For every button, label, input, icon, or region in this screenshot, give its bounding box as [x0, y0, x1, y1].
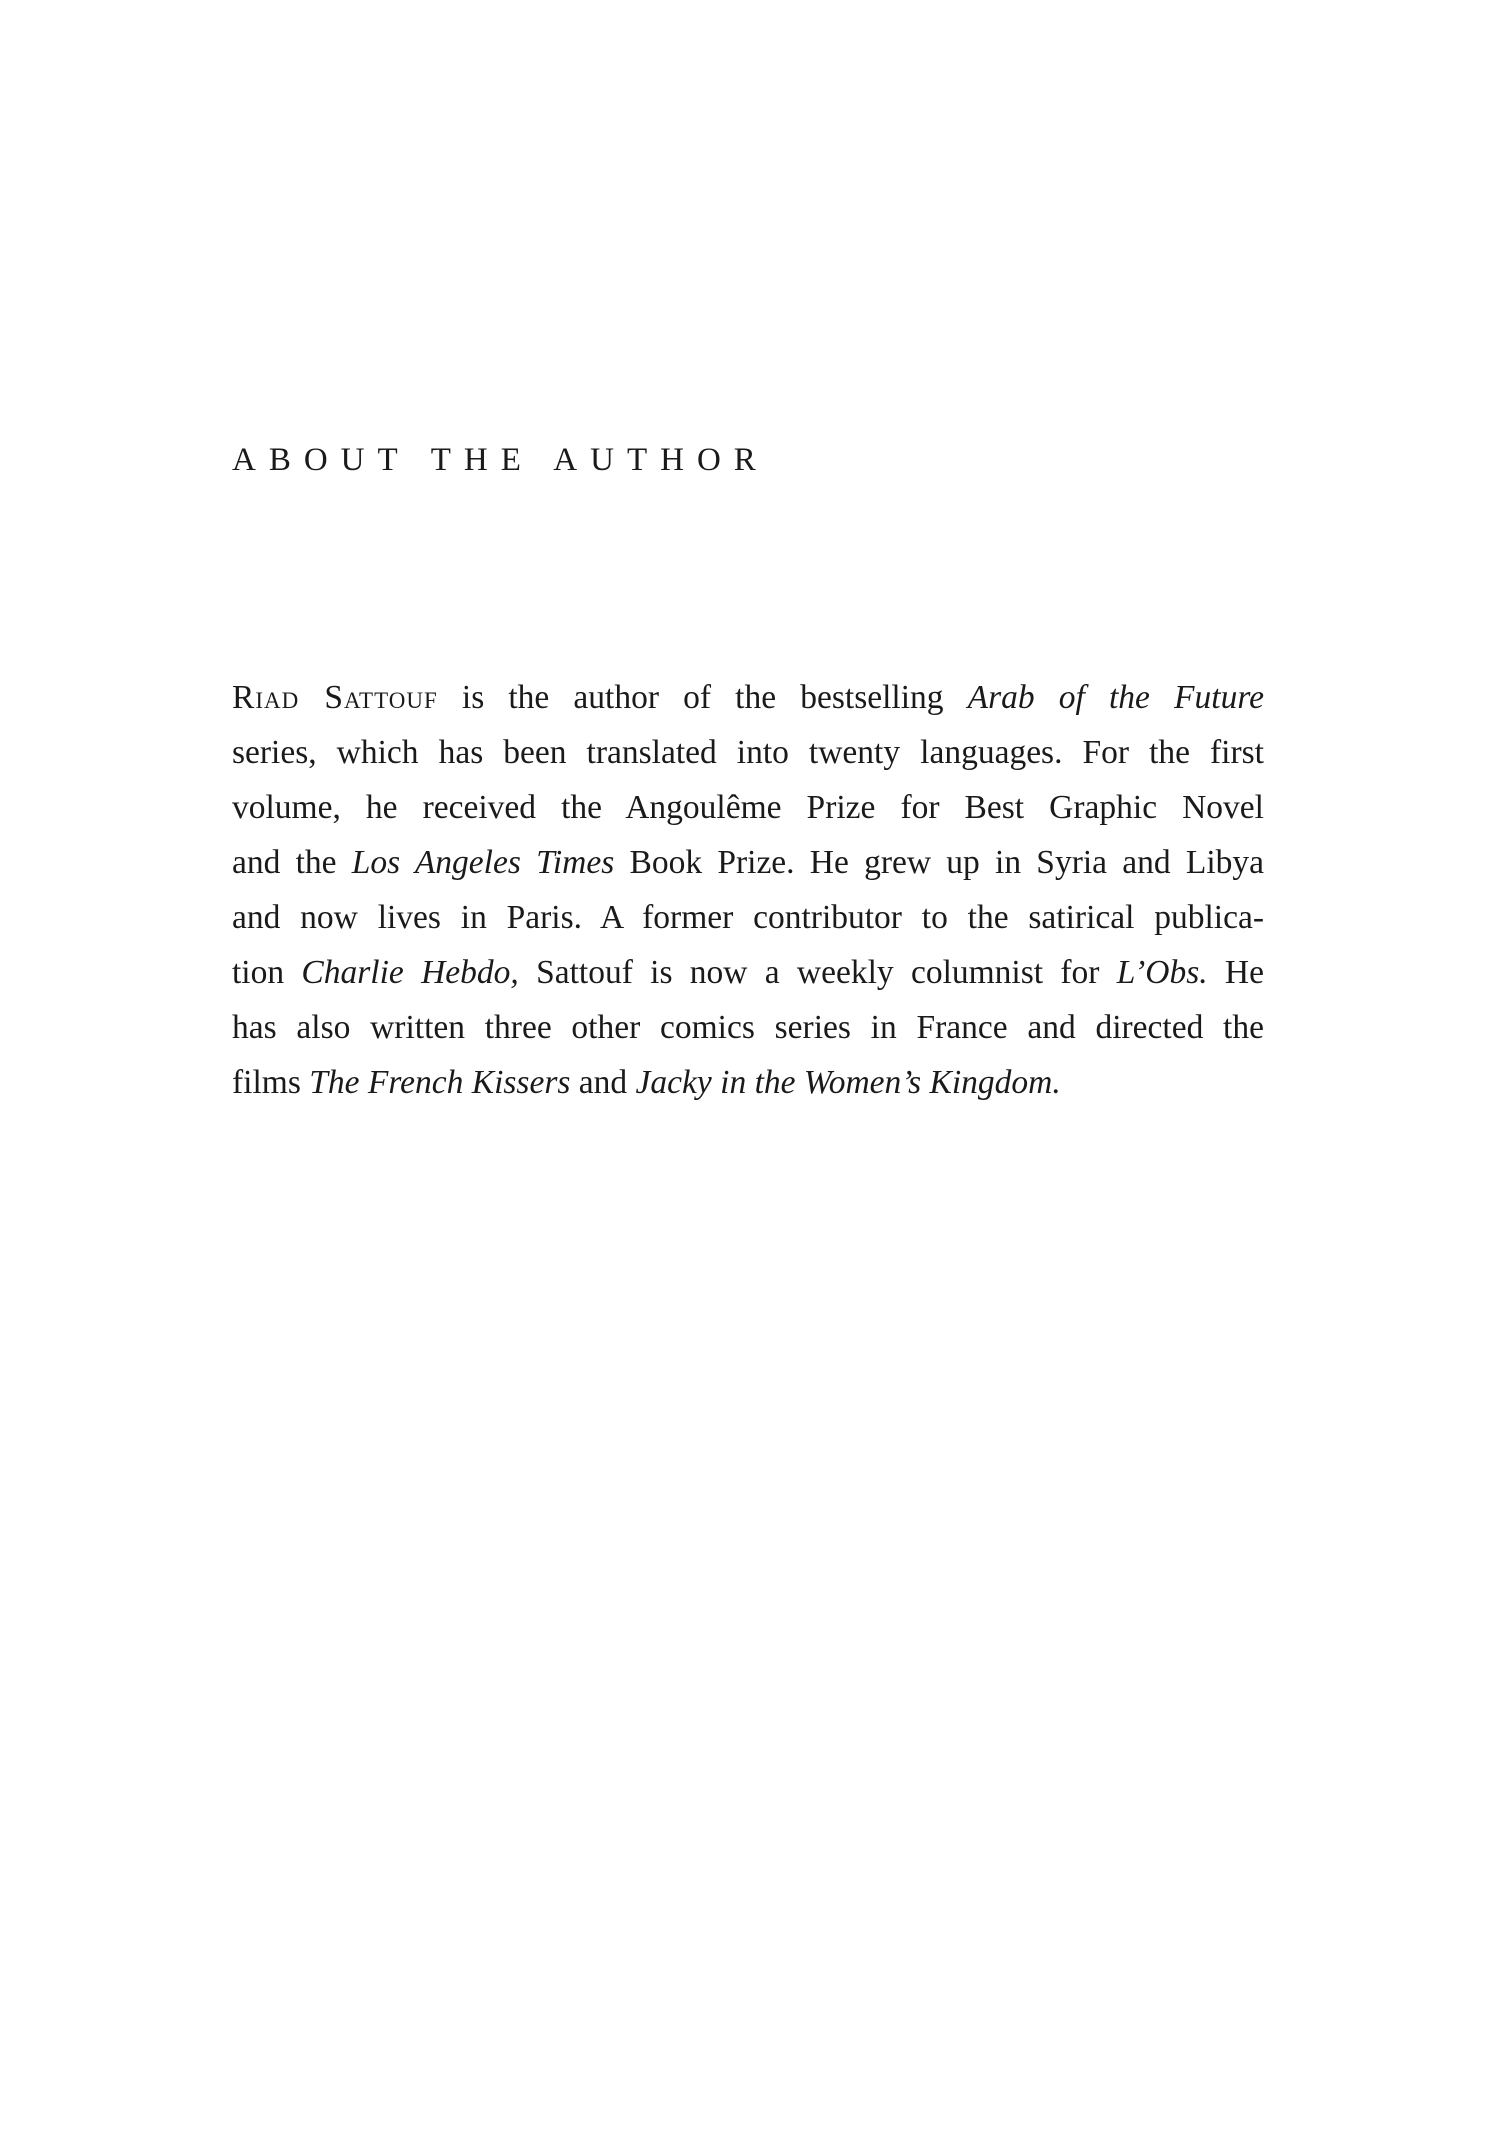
- bio-line: [232, 1055, 1264, 1110]
- magazine-title: Charlie Hebdo,: [301, 954, 519, 991]
- bio-text: and the: [232, 844, 352, 881]
- bio-text: volume, he received the Angoulême Prize for Best Graphic Novel: [232, 789, 1264, 826]
- author-bio: [232, 670, 1264, 1110]
- bio-text: has also written three other comics series in France and directed the: [232, 1009, 1264, 1046]
- bio-line: [232, 945, 1264, 1000]
- bio-text: He: [1207, 954, 1264, 991]
- column-title: L’Obs.: [1116, 954, 1208, 991]
- bio-line: [232, 725, 1264, 780]
- bio-line: [232, 780, 1264, 835]
- author-name: Riad Sattouf: [232, 679, 438, 716]
- prize-title: Los Angeles Times: [351, 844, 615, 881]
- bio-line: [232, 1000, 1264, 1055]
- film-title: The French Kissers: [309, 1064, 571, 1101]
- bio-text: films: [232, 1064, 310, 1101]
- bio-text: tion: [232, 954, 302, 991]
- bio-text: Sattouf is now a weekly columnist for: [518, 954, 1117, 991]
- bio-line: [232, 890, 1264, 945]
- series-title: Arab of the Future: [967, 679, 1264, 716]
- section-heading: ABOUT THE AUTHOR: [232, 442, 769, 478]
- bio-text: and: [570, 1064, 636, 1101]
- bio-text: series, which has been translated into twenty languages. For the first: [232, 734, 1264, 771]
- bio-text: Book Prize. He grew up in Syria and Libya: [614, 844, 1264, 881]
- bio-line: [232, 670, 1264, 725]
- bio-line: [232, 835, 1264, 890]
- bio-text: is the author of the bestselling: [437, 679, 968, 716]
- film-title: Jacky in the Women’s Kingdom.: [635, 1064, 1061, 1101]
- bio-text: and now lives in Paris. A former contributor to the satirical publica-: [232, 899, 1264, 936]
